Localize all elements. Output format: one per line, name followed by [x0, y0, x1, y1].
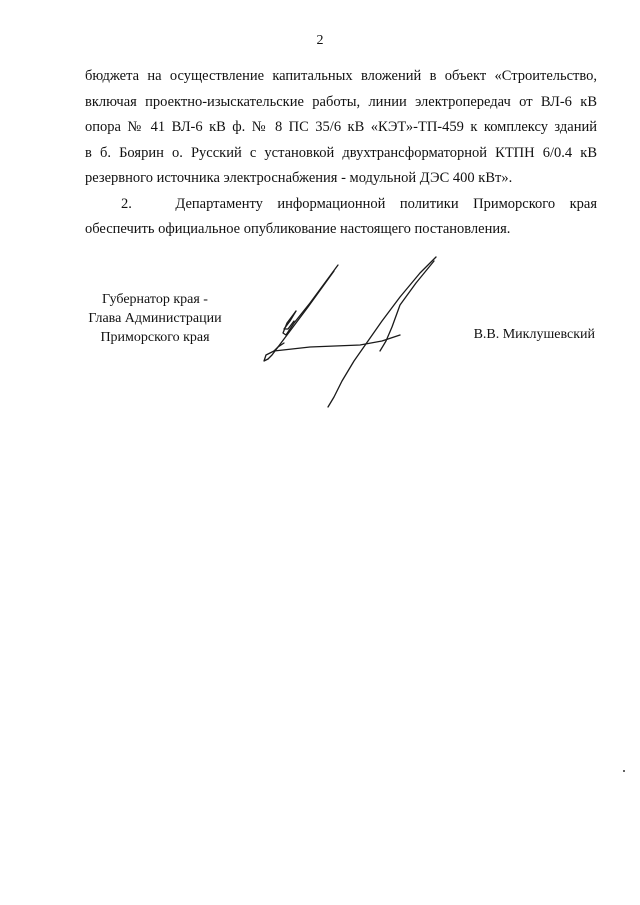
- signatory-name: В.В. Миклушевский: [473, 327, 595, 342]
- paragraph-2-line-1: [85, 192, 597, 218]
- paragraph-1-line-4: в б. Боярин о. Русский с установкой двухтрансформаторной КТПН 6/0.4 кВ: [85, 144, 597, 161]
- page-number: 2: [316, 33, 324, 48]
- paragraph-1-line-5: резервного источника электроснабжения - модульной ДЭС 400 кВт».: [85, 170, 513, 186]
- paragraph-2-line-1-text: Департаменту информационной политики Приморского края: [175, 195, 597, 212]
- paragraph-1-line-2: включая проектно-изыскательские работы, линии электропередач от ВЛ-6 кВ: [85, 93, 597, 110]
- scan-speck: [623, 770, 625, 772]
- paragraph-1-line-3: опора № 41 ВЛ-6 кВ ф. № 8 ПС 35/6 кВ «КЭТ»-ТП-459 к комплексу зданий: [85, 119, 597, 135]
- handwritten-signature: [250, 255, 470, 415]
- signatory-title-line-3: Приморского края: [100, 330, 210, 345]
- paragraph-1: [85, 64, 597, 192]
- paragraph-2-number: 2.: [121, 195, 132, 212]
- document-body: [85, 64, 597, 243]
- signatory-title-line-2: Глава Администрации: [88, 311, 222, 326]
- paragraph-2: [85, 192, 597, 243]
- signatory-title: [75, 290, 235, 347]
- signatory-title-line-1: Губернатор края -: [102, 292, 208, 307]
- paragraph-2-line-2: обеспечить официальное опубликование настоящего постановления.: [85, 221, 511, 237]
- paragraph-1-line-1: бюджета на осуществление капитальных вложений в объект «Строительство,: [85, 68, 597, 84]
